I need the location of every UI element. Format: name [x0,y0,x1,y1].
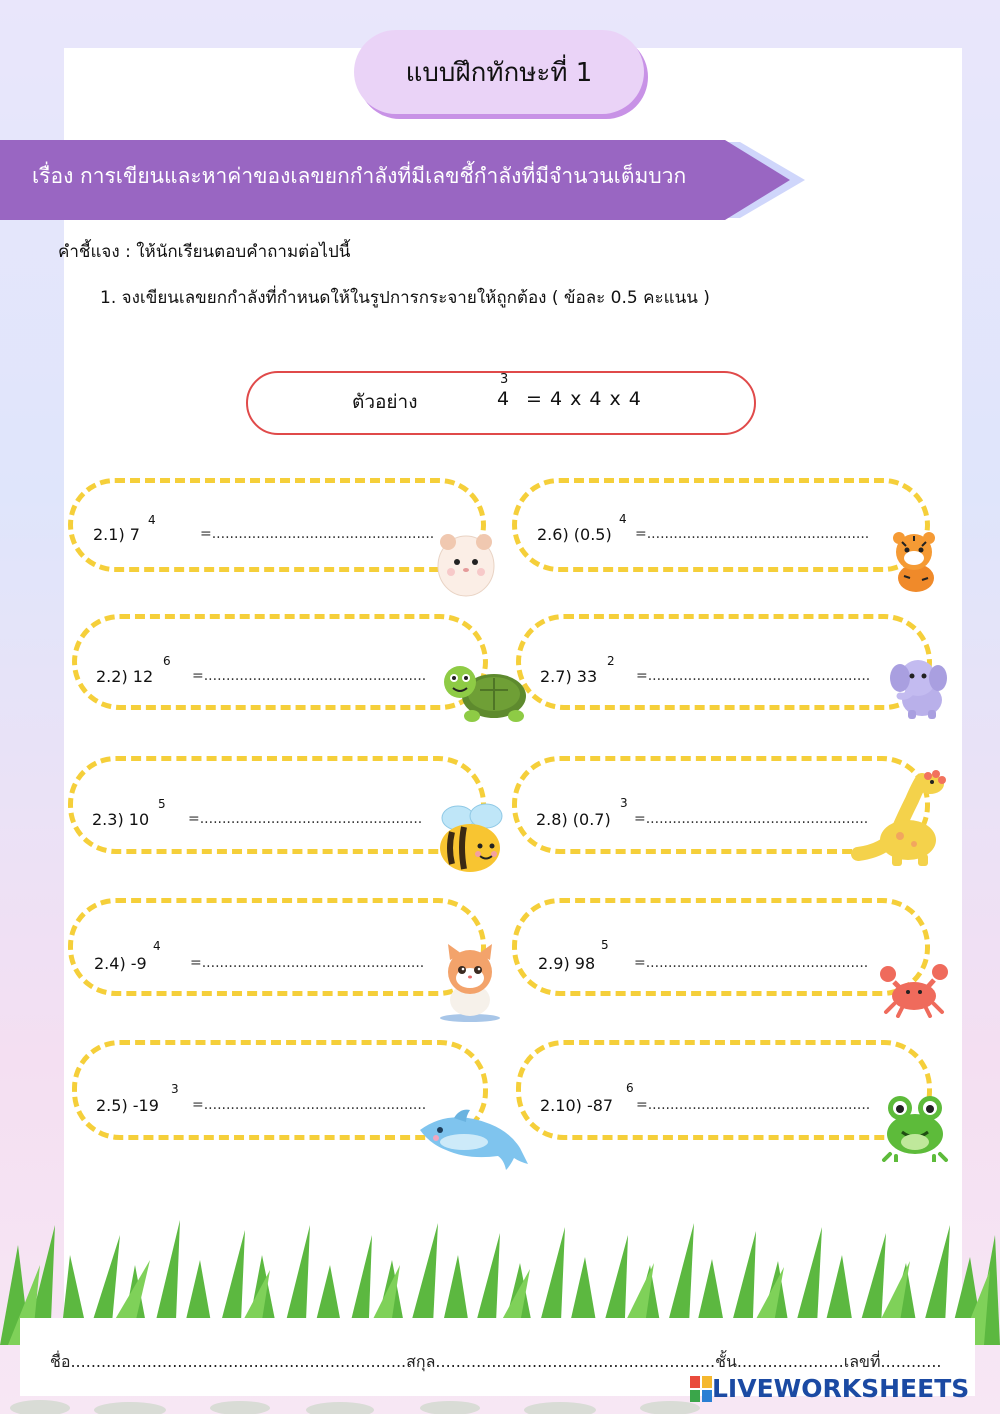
item-exponent: 3 [171,1082,179,1096]
item-label: 2.10) -87 [540,1096,614,1115]
answer-box-2-9 [512,898,930,996]
frog-icon [880,1092,950,1162]
item-label: 2.4) -9 [94,954,147,973]
example-label: ตัวอย่าง [352,391,418,413]
bee-icon [434,802,508,876]
hamster-icon [436,522,496,600]
elephant-icon [888,654,950,720]
item-label: 2.6) (0.5) [537,525,612,544]
example-base: 4 [497,388,510,410]
answer-box-2-10 [516,1040,932,1140]
answer-line[interactable]: =.................................................. [192,668,427,684]
answer-line[interactable]: =.................................................. [190,955,425,971]
item-exponent: 6 [626,1081,634,1095]
item-label: 2.8) (0.7) [536,810,611,829]
answer-box-2-4 [68,898,486,996]
answer-line[interactable]: =.................................................. [192,1097,427,1113]
worksheet-title [354,30,644,114]
cat-icon [434,944,506,1022]
brand-mark-icon [690,1376,712,1402]
answer-line[interactable]: =.................................................. [200,526,435,542]
answer-line[interactable]: =.................................................. [634,955,869,971]
answer-line[interactable]: =.................................................. [188,811,423,827]
dolphin-icon [414,1108,532,1178]
dinosaur-icon [850,770,950,870]
item-exponent: 4 [153,939,161,953]
item-label: 2.1) 7 [93,525,140,544]
item-exponent: 3 [620,796,628,810]
brand-text: LIVEWORKSHEETS [712,1374,970,1403]
answer-box-2-2 [72,614,488,710]
answer-line[interactable]: =.................................................. [634,811,869,827]
answer-box-2-3 [68,756,486,854]
item-exponent: 5 [601,938,609,952]
example-expansion: = 4 x 4 x 4 [526,388,642,410]
item-label: 2.7) 33 [540,667,598,686]
answer-line[interactable]: =.................................................. [635,526,870,542]
item-label: 2.5) -19 [96,1096,159,1115]
brand-logo[interactable] [690,1374,969,1403]
item-label: 2.3) 10 [92,810,150,829]
answer-box-2-7 [516,614,932,710]
item-label: 2.9) 98 [538,954,596,973]
question-text: 1. จงเขียนเลขยกกำลังที่กำหนดให้ในรูปการกระจายให้ถูกต้อง ( ข้อละ 0.5 คะแนน ) [100,288,710,308]
topic-banner-text: เรื่อง การเขียนและหาค่าของเลขยกกำลังที่มีเลขชี้กำลังที่มีจำนวนเต็มบวก [32,164,687,188]
item-exponent: 4 [619,512,627,526]
item-exponent: 6 [163,654,171,668]
answer-line[interactable]: =.................................................. [636,668,871,684]
crab-icon [878,962,950,1018]
item-exponent: 4 [148,513,156,527]
item-exponent: 2 [607,654,615,668]
example-exponent: 3 [500,372,509,387]
item-exponent: 5 [158,797,166,811]
answer-line[interactable]: =.................................................. [636,1097,871,1113]
student-info-line[interactable]: ชื่อ..................................................................สกุล.......................................................ชั้น.....................เลขที่............ [50,1352,942,1371]
instruction-text: คำชี้แจง : ให้นักเรียนตอบคำถามต่อไปนี้ [58,242,351,262]
turtle-icon [440,660,530,726]
item-label: 2.2) 12 [96,667,154,686]
worksheet-title-text: แบบฝึกทักษะที่ 1 [405,57,593,88]
tiger-icon [884,530,948,594]
